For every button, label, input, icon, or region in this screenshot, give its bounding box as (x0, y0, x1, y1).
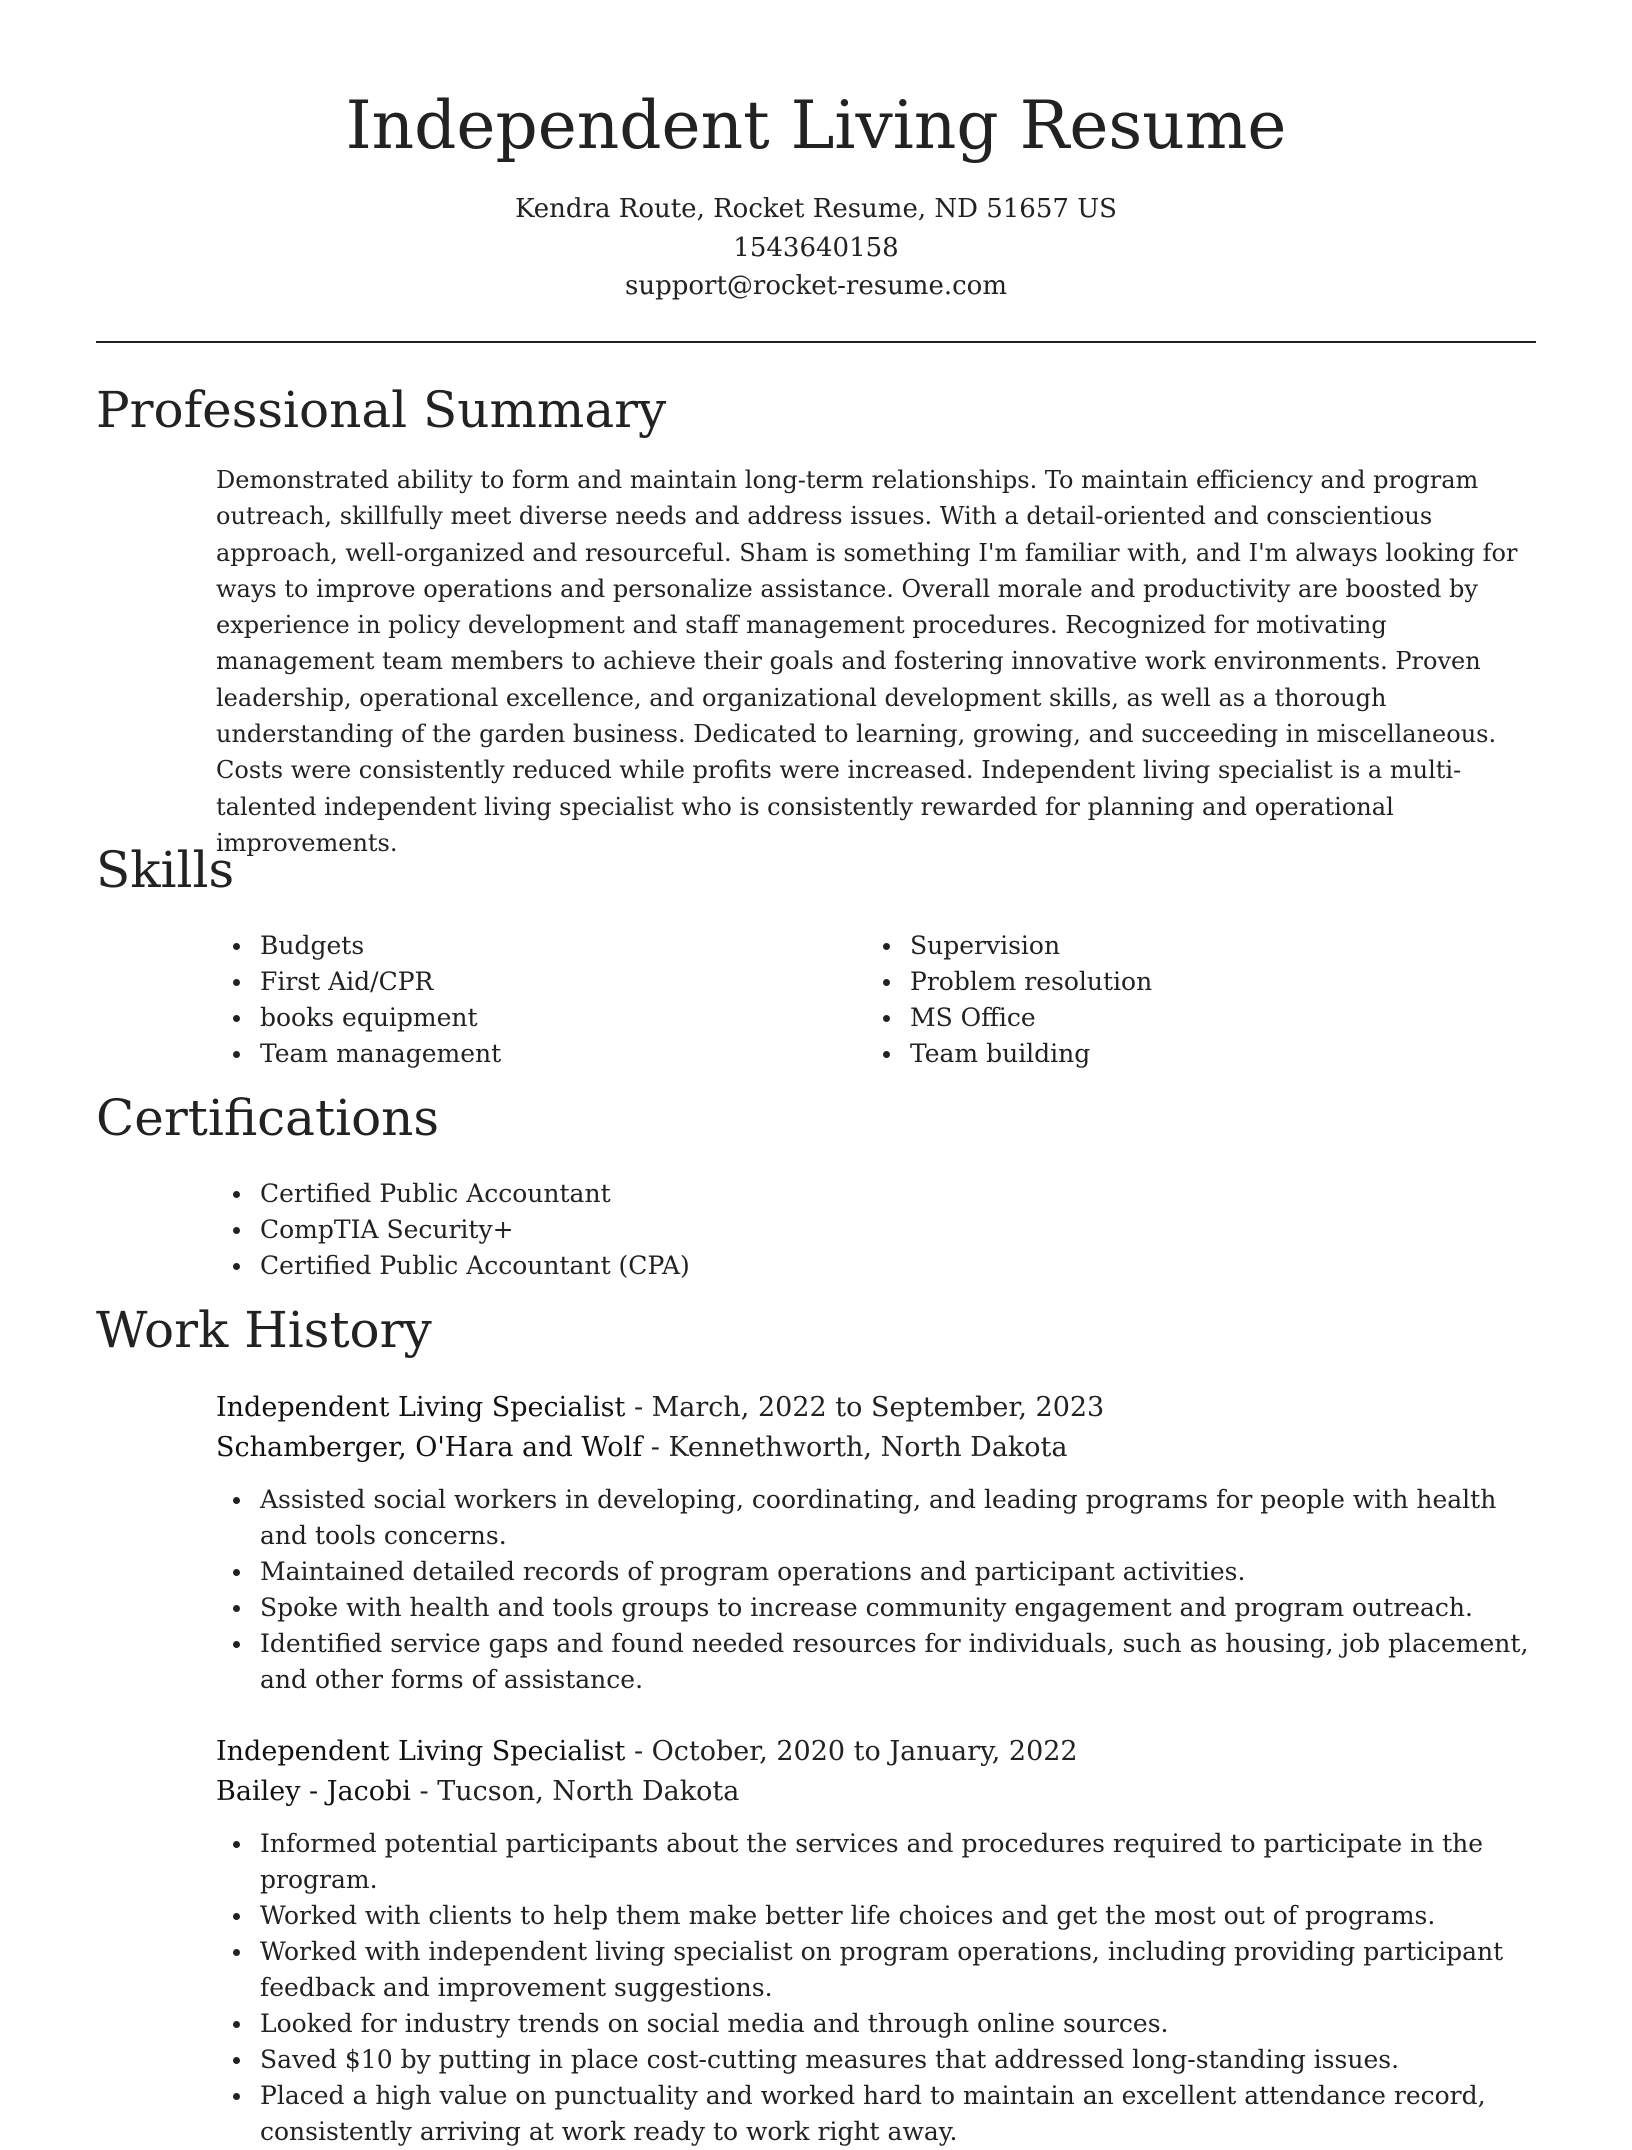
job-company-line (216, 1428, 1536, 1468)
skill-item: Problem resolution (866, 964, 1466, 1000)
job-bullet: Saved $10 by putting in place cost-cutting measures that addressed long-standing issues. (216, 2042, 1541, 2078)
skills-list-right (866, 928, 1466, 1072)
job-bullet: Worked with independent living specialist on program operations, including providing participant feedback and improvement suggestions. (216, 1934, 1541, 2006)
job-location: - Tucson, North Dakota (410, 1776, 740, 1807)
job-bullet: Informed potential participants about the services and procedures required to participate in the program. (216, 1826, 1541, 1898)
job-title: Independent Living Specialist (216, 1736, 626, 1767)
job-bullet: Looked for industry trends on social media and through online sources. (216, 2006, 1541, 2042)
job-bullet: Spoke with health and tools groups to increase community engagement and program outreach. (216, 1590, 1541, 1626)
skill-item: Supervision (866, 928, 1466, 964)
contact-email: support@rocket-resume.com (624, 271, 1007, 301)
job-dates: - March, 2022 to September, 2023 (625, 1392, 1105, 1423)
job-bullets (216, 1482, 1541, 1698)
skills-list-left (216, 928, 816, 1072)
contact-phone: 1543640158 (733, 233, 899, 263)
certification-item: Certified Public Accountant (CPA) (216, 1248, 1416, 1284)
resume-title: Independent Living Resume (345, 87, 1287, 164)
contact-address: Kendra Route, Rocket Resume, ND 51657 US (515, 194, 1117, 224)
job-bullets (216, 1826, 1541, 2150)
summary-text: Demonstrated ability to form and maintain long-term relationships. To maintain efficiency and program outreach, skillfully meet diverse needs and address issues. With a detail-oriented and conscientious approach, well-organized and resourceful. Sham is something I'm familiar with, and I'm always looking for ways to improve operations and personalize assistance. Overall morale and productivity are boosted by experience in policy development and staff management procedures. Recognized for motivating management team members to achieve their goals and fostering innovative work environments. Proven leadership, operational excellence, and organizational development skills, as well as a thorough understanding of the garden business. Dedicated to learning, growing, and succeeding in miscellaneous. Costs were consistently reduced while profits were increased. Independent living specialist is a multi-talented independent living specialist who is consistently rewarded for planning and operational improvements. (216, 466, 1518, 857)
summary-heading: Professional Summary (96, 381, 667, 439)
skills-heading: Skills (96, 841, 235, 899)
skill-item: First Aid/CPR (216, 964, 816, 1000)
certifications-list (216, 1176, 1416, 1284)
skill-item: Budgets (216, 928, 816, 964)
job-bullet: Assisted social workers in developing, coordinating, and leading programs for people with health and tools concerns. (216, 1482, 1541, 1554)
job-bullet: Placed a high value on punctuality and worked hard to maintain an excellent attendance record, consistently arriving at work ready to work right away. (216, 2078, 1541, 2150)
job-location: - Kennethworth, North Dakota (642, 1432, 1068, 1463)
job-bullet: Identified service gaps and found needed resources for individuals, such as housing, job placement, and other forms of assistance. (216, 1626, 1541, 1698)
header-divider (96, 341, 1536, 343)
job-bullet: Maintained detailed records of program operations and participant activities. (216, 1554, 1541, 1590)
job-company: Bailey - Jacobi (216, 1776, 411, 1807)
certifications-heading: Certifications (96, 1089, 440, 1147)
job-title: Independent Living Specialist (216, 1392, 626, 1423)
job-company-line (216, 1772, 1536, 1812)
job-company: Schamberger, O'Hara and Wolf (216, 1432, 643, 1463)
work-history-heading: Work History (96, 1301, 432, 1359)
job-title-line (216, 1732, 1536, 1772)
job-bullet: Worked with clients to help them make better life choices and get the most out of programs. (216, 1898, 1541, 1934)
job-dates: - October, 2020 to January, 2022 (625, 1736, 1078, 1767)
skill-item: Team building (866, 1036, 1466, 1072)
certification-item: CompTIA Security+ (216, 1212, 1416, 1248)
skill-item: MS Office (866, 1000, 1466, 1036)
certification-item: Certified Public Accountant (216, 1176, 1416, 1212)
skill-item: books equipment (216, 1000, 816, 1036)
skill-item: Team management (216, 1036, 816, 1072)
job-title-line (216, 1388, 1536, 1428)
